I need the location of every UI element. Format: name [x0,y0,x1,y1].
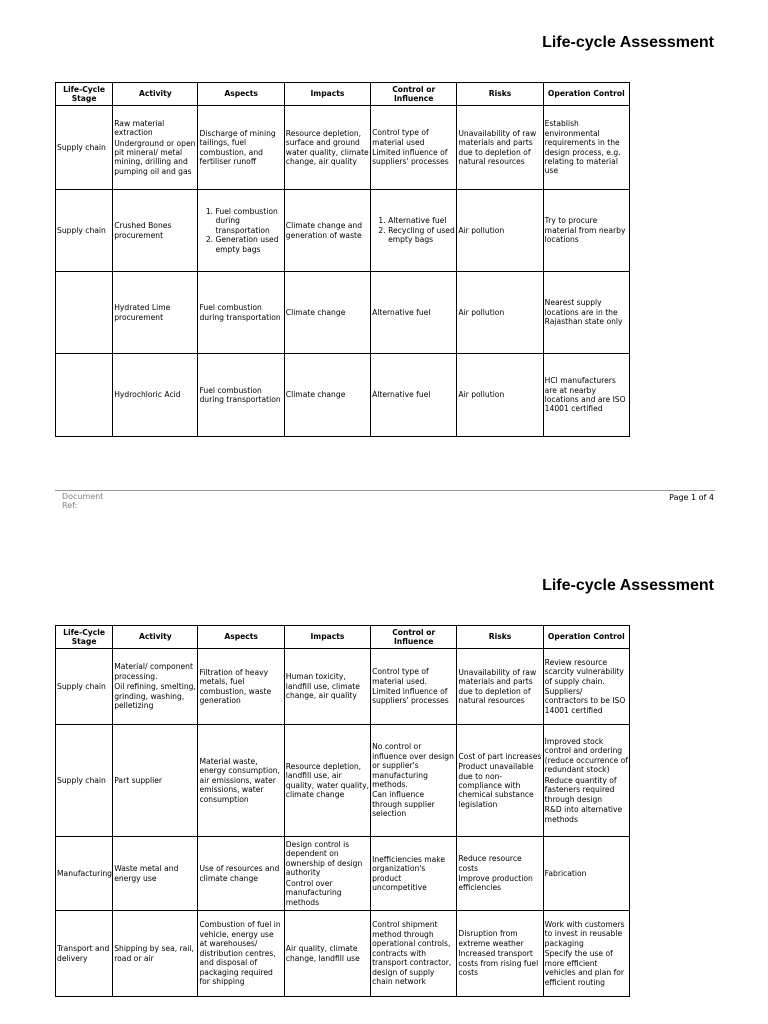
table-row [56,725,630,837]
cell-risks: Air pollution [457,354,543,437]
cell-risks: Air pollution [457,272,543,354]
cell-activity: Crushed Bones procurement [113,190,198,272]
table-row [56,272,630,354]
cell-aspects: Use of resources and climate change [198,837,284,911]
cell-operation: HCl manufacturers are at nearby locations and are ISO 14001 certified [543,354,629,437]
cell-impacts: Climate change [284,272,370,354]
cell-control: Alternative fuel [371,272,457,354]
cell-activity: Material/ component processing. Oil refining, smelting, grinding, washing, pelletizing [113,649,198,725]
cell-control: No control or influence over design or supplier's manufacturing methods. Can influence through supplier selection [371,725,457,837]
list-item: 1. Fuel combustion during transportation [215,207,282,235]
cell-activity: Waste metal and energy use [113,837,198,911]
lca-table-2 [55,625,630,997]
cell-control [371,190,457,272]
cell-aspects: Discharge of mining tailings, fuel combustion, and fertiliser runoff [198,106,284,190]
header-control: Control or Influence [371,626,457,649]
list-item: 1. Alternative fuel [388,216,455,225]
cell-control: Control shipment method through operational controls, contracts with transport contractor, design of supply chain network [371,911,457,997]
cell-risks: Unavailability of raw materials and parts due to depletion of natural resources [457,106,543,190]
header-stage: Life-Cycle Stage [56,83,113,106]
list-item: 2. Recycling of used empty bags [388,226,455,245]
cell-operation: Fabrication [543,837,629,911]
header-stage: Life-Cycle Stage [56,626,113,649]
cell-operation: Establish environmental requirements in the design process, e.g. relating to material use [543,106,629,190]
cell-operation: Work with customers to invest in reusable packaging Specify the use of more efficient vehicles and plan for efficient routing [543,911,629,997]
cell-impacts: Air quality, climate change, landfill use [284,911,370,997]
table-row [56,106,630,190]
header-operation-control: Operation Control [543,626,629,649]
cell-aspects: Fuel combustion during transportation [198,272,284,354]
cell-risks: Cost of part increases Product unavailable due to non-compliance with chemical substance legislation [457,725,543,837]
cell-aspects: Filtration of heavy metals, fuel combustion, waste generation [198,649,284,725]
cell-activity: Part supplier [113,725,198,837]
table-row [56,649,630,725]
cell-stage: Manufacturing [56,837,113,911]
table-row [56,911,630,997]
cell-stage [56,354,113,437]
cell-impacts: Climate change and generation of waste [284,190,370,272]
page-title: Life-cycle Assessment [542,577,714,594]
control-list [372,216,455,244]
cell-control: Alternative fuel [371,354,457,437]
cell-aspects [198,190,284,272]
header-impacts: Impacts [284,626,370,649]
lca-table-1 [55,82,630,437]
cell-stage: Supply chain [56,725,113,837]
header-aspects: Aspects [198,83,284,106]
cell-stage [56,272,113,354]
list-item: 2. Generation used empty bags [215,235,282,254]
table-row [56,837,630,911]
cell-aspects: Material waste, energy consumption, air emissions, water emissions, water consumption [198,725,284,837]
cell-stage: Supply chain [56,190,113,272]
cell-impacts: Resource depletion, surface and ground water quality, climate change, air quality [284,106,370,190]
table-row [56,354,630,437]
footer-document-label: Document [62,492,104,501]
cell-control: Inefficiencies make organization's product uncompetitive [371,837,457,911]
cell-stage: Transport and delivery [56,911,113,997]
footer-document-ref [62,492,103,508]
header-control: Control or Influence [371,83,457,106]
cell-risks: Air pollution [457,190,543,272]
cell-operation: Improved stock control and ordering (reduce occurrence of redundant stock) Reduce quantity of fasteners required through design R&D into alternative methods [543,725,629,837]
table-header-row [56,83,630,106]
cell-operation: Try to procure material from nearby locations [543,190,629,272]
page-title: Life-cycle Assessment [542,34,714,51]
cell-stage: Supply chain [56,106,113,190]
header-activity: Activity [113,626,198,649]
cell-activity: Raw material extraction Underground or open pit mineral/ metal mining, drilling and pumping oil and gas [113,106,198,190]
header-aspects: Aspects [198,626,284,649]
header-risks: Risks [457,626,543,649]
table-row [56,190,630,272]
cell-operation: Nearest supply locations are in the Rajasthan state only [543,272,629,354]
cell-aspects: Fuel combustion during transportation [198,354,284,437]
header-risks: Risks [457,83,543,106]
cell-activity: Shipping by sea, rail, road or air [113,911,198,997]
cell-aspects: Combustion of fuel in vehicle, energy use at warehouses/ distribution centres, and disposal of packaging required for shipping [198,911,284,997]
header-activity: Activity [113,83,198,106]
cell-impacts: Resource depletion, landfill use, air quality, water quality, climate change [284,725,370,837]
cell-impacts: Climate change [284,354,370,437]
table-header-row [56,626,630,649]
footer-page-number: Page 1 of 4 [669,493,714,502]
footer-ref-label: Ref: [62,501,78,508]
footer-divider [55,490,715,491]
cell-control: Control type of material used Limited influence of suppliers' processes [371,106,457,190]
cell-risks: Unavailability of raw materials and parts due to depletion of natural resources [457,649,543,725]
cell-risks: Reduce resource costs Improve production efficiencies [457,837,543,911]
cell-activity: Hydrochloric Acid [113,354,198,437]
header-impacts: Impacts [284,83,370,106]
cell-stage: Supply chain [56,649,113,725]
cell-activity: Hydrated Lime procurement [113,272,198,354]
cell-risks: Disruption from extreme weather Increased transport costs from rising fuel costs [457,911,543,997]
cell-operation: Review resource scarcity vulnerability of supply chain. Suppliers/ contractors to be ISO 14001 certified [543,649,629,725]
cell-control: Control type of material used. Limited influence of suppliers' processes [371,649,457,725]
cell-impacts: Human toxicity, landfill use, climate change, air quality [284,649,370,725]
cell-impacts: Design control is dependent on ownership of design authority Control over manufacturing methods [284,837,370,911]
header-operation-control: Operation Control [543,83,629,106]
aspects-list [199,207,282,254]
